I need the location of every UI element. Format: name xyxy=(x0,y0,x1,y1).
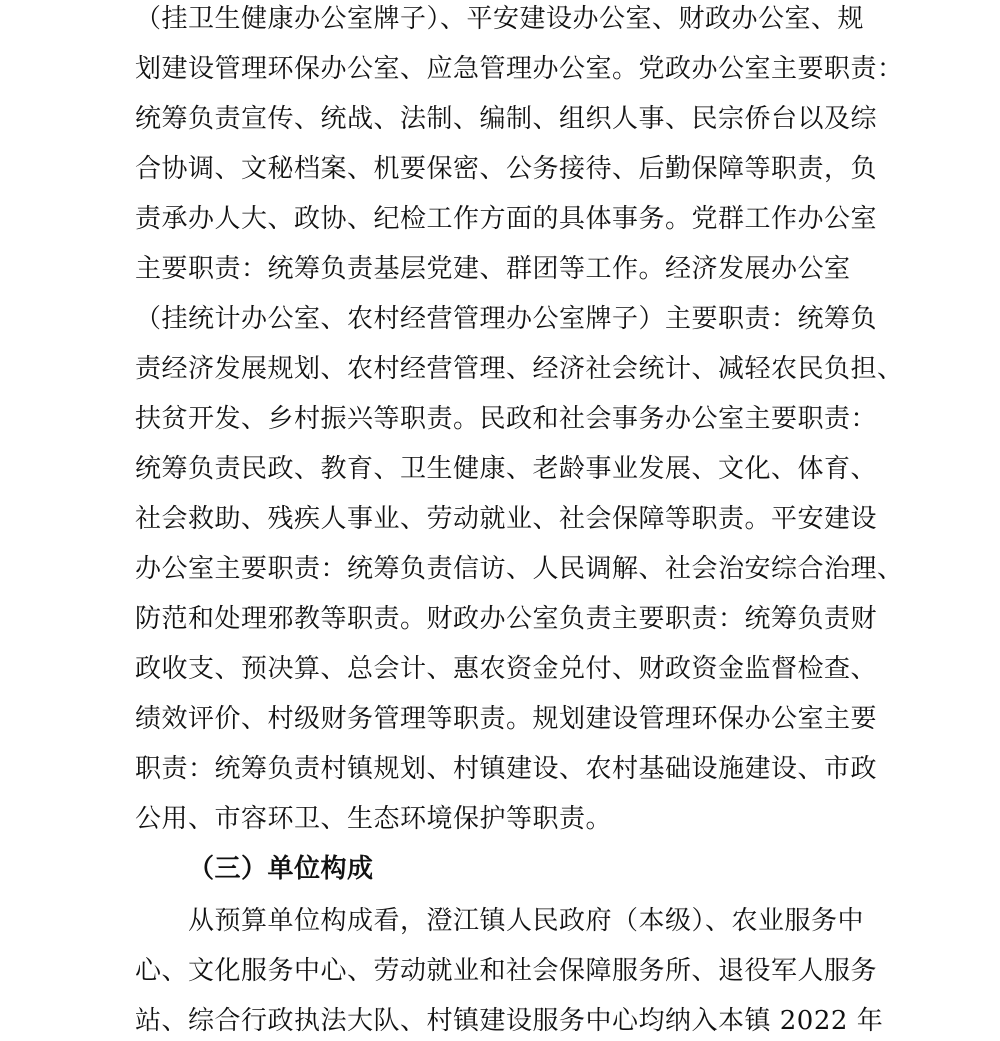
body-line: 绩效评价、村级财务管理等职责。规划建设管理环保办公室主要 xyxy=(135,704,878,734)
body-line: 从预算单位构成看，澄江镇人民政府（本级）、农业服务中 xyxy=(188,906,865,936)
body-line: 心、文化服务中心、劳动就业和社会保障服务所、退役军人服务 xyxy=(135,956,878,986)
body-line: 公用、市容环卫、生态环境保护等职责。 xyxy=(135,804,613,834)
section-heading: （三）单位构成 xyxy=(188,854,374,884)
body-line: 划建设管理环保办公室、应急管理办公室。党政办公室主要职责： xyxy=(135,54,904,84)
body-line: 主要职责：统筹负责基层党建、群团等工作。经济发展办公室 xyxy=(135,254,851,284)
body-line: 合协调、文秘档案、机要保密、公务接待、后勤保障等职责，负 xyxy=(135,154,878,184)
body-line: 责经济发展规划、农村经营管理、经济社会统计、减轻农民负担、 xyxy=(135,354,904,384)
body-line: 防范和处理邪教等职责。财政办公室负责主要职责：统筹负责财 xyxy=(135,604,878,634)
body-line: （挂统计办公室、农村经营管理办公室牌子）主要职责：统筹负 xyxy=(135,304,878,334)
body-line: 责承办人大、政协、纪检工作方面的具体事务。党群工作办公室 xyxy=(135,204,878,234)
body-line: 站、综合行政执法大队、村镇建设服务中心均纳入本镇 2022 年 xyxy=(135,1006,884,1036)
body-line: 办公室主要职责：统筹负责信访、人民调解、社会治安综合治理、 xyxy=(135,554,904,584)
body-line: 政收支、预决算、总会计、惠农资金兑付、财政资金监督检查、 xyxy=(135,654,878,684)
body-line: 社会救助、残疾人事业、劳动就业、社会保障等职责。平安建设 xyxy=(135,504,878,534)
body-line: 扶贫开发、乡村振兴等职责。民政和社会事务办公室主要职责： xyxy=(135,404,878,434)
body-line: 统筹负责民政、教育、卫生健康、老龄事业发展、文化、体育、 xyxy=(135,454,878,484)
body-line: （挂卫生健康办公室牌子）、平安建设办公室、财政办公室、规 xyxy=(135,4,865,34)
body-line: 职责：统筹负责村镇规划、村镇建设、农村基础设施建设、市政 xyxy=(135,754,878,784)
body-line: 统筹负责宣传、统战、法制、编制、组织人事、民宗侨台以及综 xyxy=(135,104,878,134)
